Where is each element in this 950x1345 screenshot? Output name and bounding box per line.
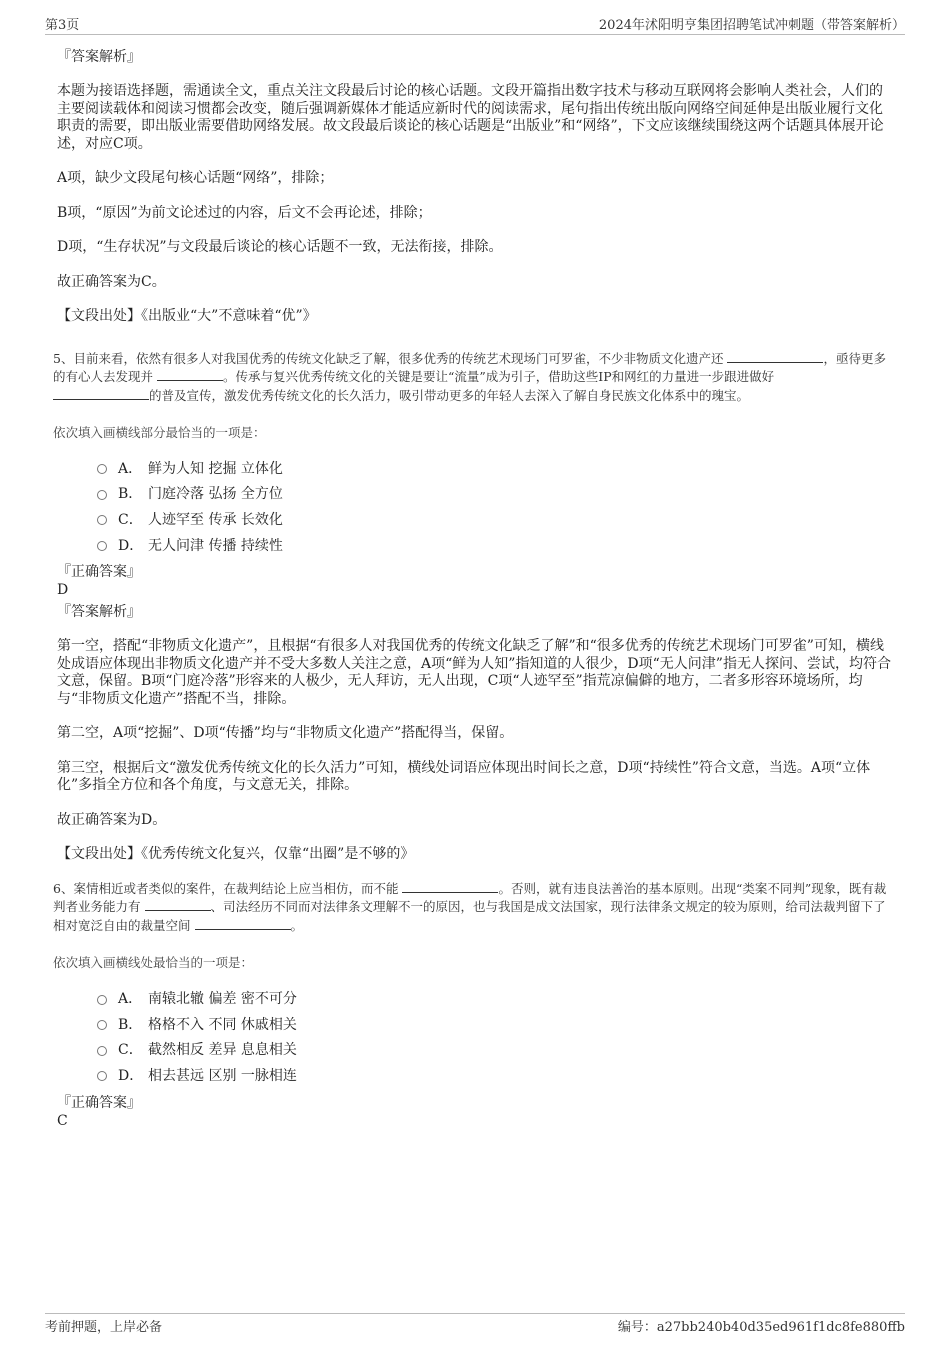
option-list bbox=[57, 985, 895, 1087]
radio-icon[interactable] bbox=[97, 1046, 107, 1056]
option-a[interactable]: A． 鲜为人知 挖掘 立体化 bbox=[97, 455, 895, 481]
page-number: 第3页 bbox=[45, 18, 80, 33]
analysis-conclusion: 故正确答案为D。 bbox=[57, 811, 167, 828]
analysis-paragraph: A项，缺少文段尾句核心话题“网络”，排除； bbox=[57, 170, 334, 186]
analysis-paragraph: B项，“原因”为前文论述过的内容，后文不会再论述，排除； bbox=[57, 204, 432, 221]
fill-blank bbox=[195, 917, 291, 930]
document-id: 编号：a27bb240b40d35ed961f1dc8fe880ffb bbox=[617, 1320, 905, 1335]
source-citation: 【文段出处】《出版业“大”不意味着“优”》 bbox=[57, 308, 317, 324]
question-prompt: 依次填入画横线部分最恰当的一项是： bbox=[53, 425, 266, 440]
answer-analysis-label: 『答案解析』 bbox=[57, 49, 141, 65]
radio-icon[interactable] bbox=[97, 1020, 107, 1030]
option-b[interactable]: B． 格格不入 不同 休戚相关 bbox=[97, 1011, 895, 1037]
radio-icon[interactable] bbox=[97, 995, 107, 1005]
page-header bbox=[45, 14, 905, 35]
analysis-paragraph: 第一空，搭配“非物质文化遗产”，且根据“有很多人对我国优秀的传统文化缺乏了解”和“很多优秀的传统艺术现场门可罗雀”可知，横线处成语应体现出非物质文化遗产并不受大多数人关注之意，A项“鲜为人知”指知道的人很少，D项“无人问津”指无人探问、尝试，均符合文意，保留。B项“门庭冷落”形容来的人极少，无人拜访，无人出现，C项“人迹罕至”指荒凉偏僻的地方，二者多形容环境场所，均与“非物质文化遗产”搭配不当，排除。 bbox=[57, 638, 891, 707]
correct-answer-label: 『正确答案』 bbox=[57, 564, 141, 581]
page-footer bbox=[45, 1313, 905, 1340]
page-content bbox=[53, 46, 895, 1130]
option-c[interactable]: C． 人迹罕至 传承 长效化 bbox=[97, 506, 895, 532]
option-c[interactable]: C． 截然相反 差异 息息相关 bbox=[97, 1037, 895, 1063]
fill-blank bbox=[402, 880, 498, 893]
correct-answer: D bbox=[57, 582, 69, 599]
radio-icon[interactable] bbox=[97, 515, 107, 525]
radio-icon[interactable] bbox=[97, 1071, 107, 1081]
option-d[interactable]: D． 相去甚远 区别 一脉相连 bbox=[97, 1062, 895, 1088]
analysis-paragraph: 本题为接语选择题，需通读全文，重点关注文段最后讨论的核心话题。文段开篇指出数字技术与移动互联网将会影响人类社会，人们的主要阅读载体和阅读习惯都会改变，随后强调新媒体才能适应新时代的阅读需求，尾句指出传统出版向网络空间延伸是出版业履行文化职责的需要，即出版业需要借助网络发展。故文段最后谈论的核心话题是“出版业”和“网络”，下文应该继续围绕这两个话题具体展开论述，对应C项。 bbox=[57, 83, 884, 152]
answer-analysis-label: 『答案解析』 bbox=[57, 604, 141, 621]
analysis-paragraph: 第三空，根据后文“激发优秀传统文化的长久活力”可知，横线处词语应体现出时间长之意，D项“持续性”符合文意，当选。A项“立体化”多指全方位和各个角度，与文意无关，排除。 bbox=[57, 759, 871, 794]
radio-icon[interactable] bbox=[97, 464, 107, 474]
fill-blank bbox=[53, 387, 149, 400]
analysis-conclusion: 故正确答案为C。 bbox=[57, 273, 166, 290]
source-citation: 【文段出处】《优秀传统文化复兴，仅靠“出圈”是不够的》 bbox=[57, 846, 415, 863]
fill-blank bbox=[157, 368, 223, 381]
footer-slogan: 考前押题，上岸必备 bbox=[45, 1320, 163, 1335]
radio-icon[interactable] bbox=[97, 490, 107, 500]
radio-icon[interactable] bbox=[97, 541, 107, 551]
option-d[interactable]: D． 无人问津 传播 持续性 bbox=[97, 532, 895, 558]
option-b[interactable]: B． 门庭冷落 弘扬 全方位 bbox=[97, 481, 895, 507]
option-a[interactable]: A． 南辕北辙 偏差 密不可分 bbox=[97, 985, 895, 1011]
document-title: 2024年沭阳明亨集团招聘笔试冲刺题（带答案解析） bbox=[598, 18, 905, 33]
fill-blank bbox=[145, 898, 211, 911]
correct-answer-label: 『正确答案』 bbox=[57, 1094, 141, 1111]
question-6-stem: 6、案情相近或者类似的案件，在裁判结论上应当相仿，而不能 。否则，就有违良法善治的基本原则。出现“类案不同判”现象，既有裁判者业务能力有 、司法经历不同而对法律条文理解不一的原因，也与我国是成文法国家，现行法律条文规定的较为原则，给司法裁判留下了相对宽泛自由的裁量空间 。 bbox=[53, 880, 887, 933]
analysis-paragraph: 第二空，A项“挖掘”、D项“传播”均与“非物质文化遗产”搭配得当，保留。 bbox=[57, 725, 514, 742]
question-prompt: 依次填入画横线处最恰当的一项是： bbox=[53, 955, 254, 971]
option-list bbox=[57, 455, 895, 557]
question-5-stem: 5、目前来看，依然有很多人对我国优秀的传统文化缺乏了解，很多优秀的传统艺术现场门可罗雀，不少非物质文化遗产还 ，亟待更多的有心人去发现并 。传承与复兴优秀传统文化的关键是要让“流量”成为引子，借助这些IP和网红的力量进一步跟进做好 的普及宣传，激发优秀传统文化的长久活力，吸引带动更多的年轻人去深入了解自身民族文化体系中的瑰宝。 bbox=[53, 350, 886, 403]
correct-answer: C bbox=[57, 1112, 68, 1129]
analysis-paragraph: D项，“生存状况”与文段最后谈论的核心话题不一致，无法衔接，排除。 bbox=[57, 239, 503, 255]
fill-blank bbox=[727, 350, 823, 363]
